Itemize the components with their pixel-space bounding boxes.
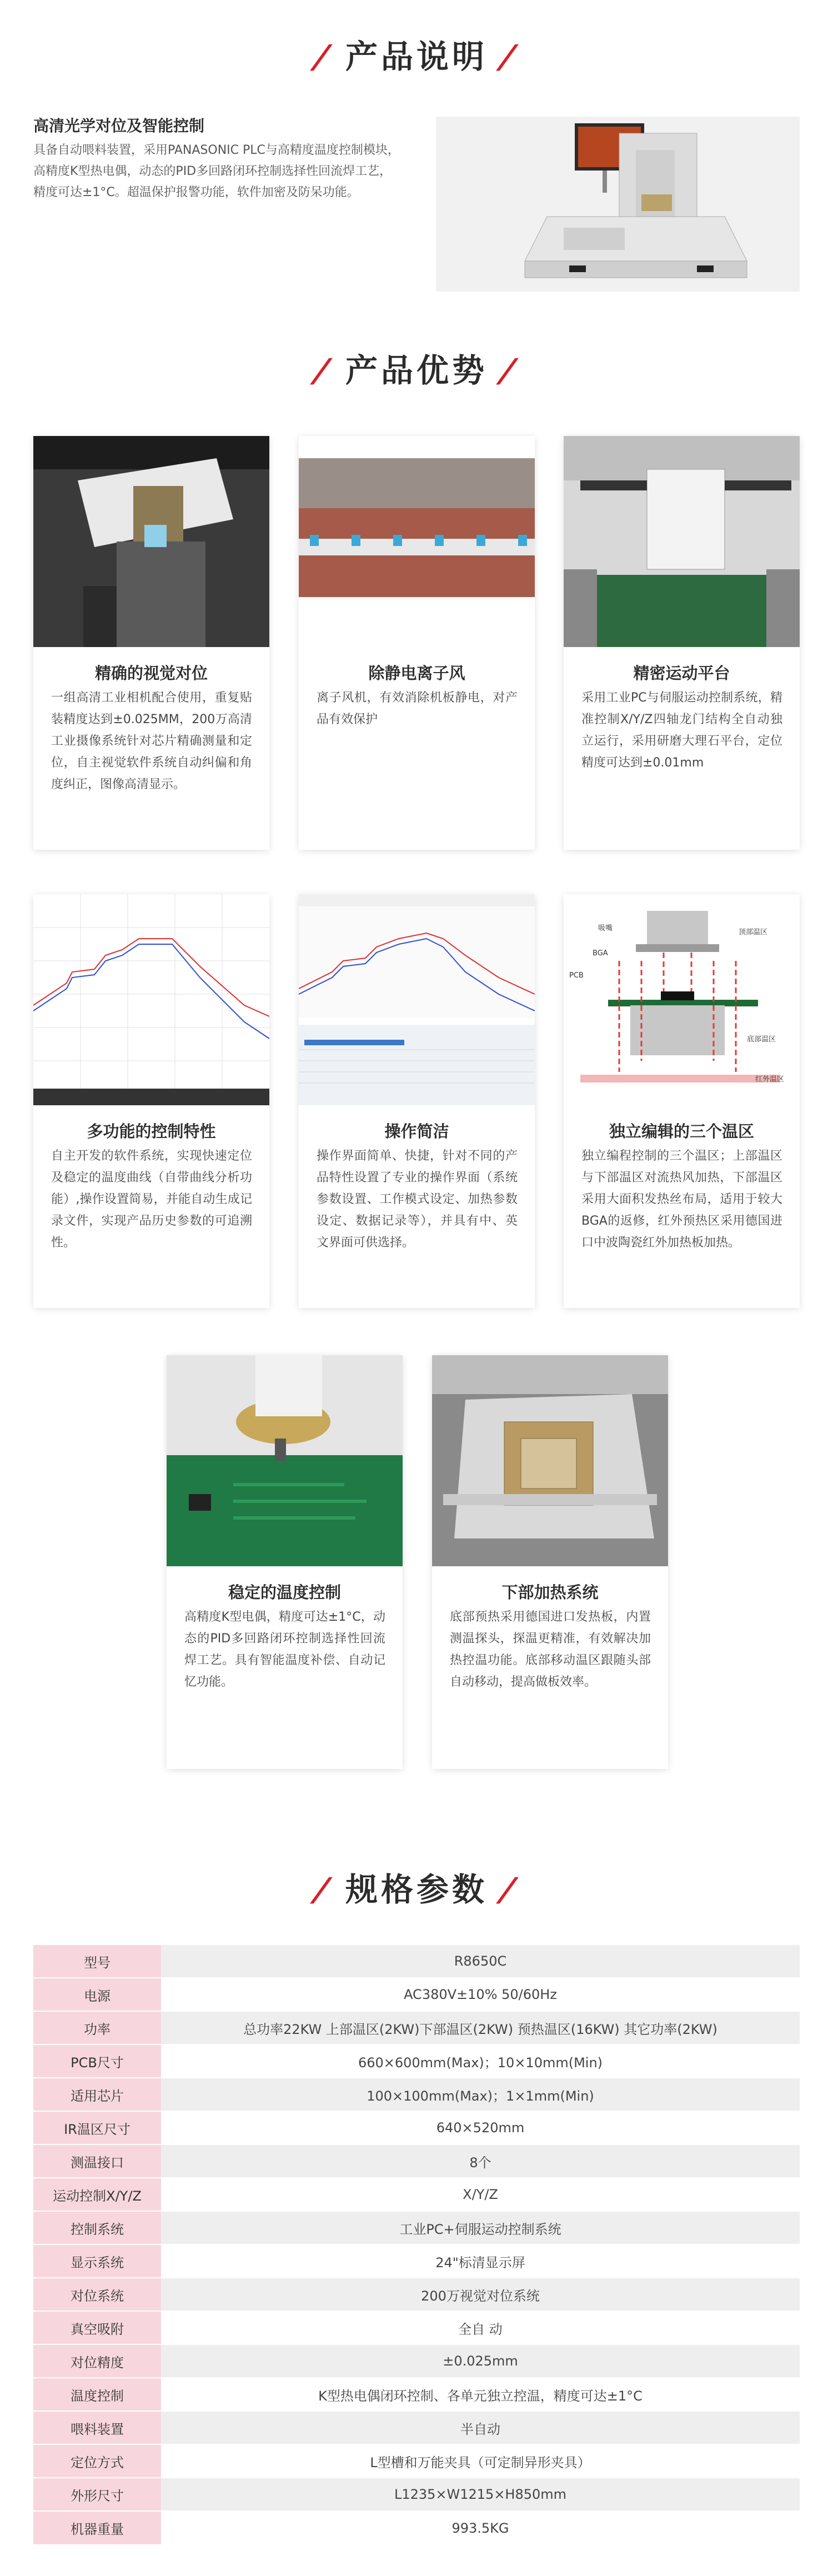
spec-key: PCB尺寸 bbox=[33, 2044, 161, 2078]
spec-row bbox=[33, 2411, 800, 2444]
spec-key: 功率 bbox=[33, 2011, 161, 2044]
spec-key: 控制系统 bbox=[33, 2211, 161, 2244]
feature-title: 稳定的温度控制 bbox=[228, 1583, 341, 1602]
spec-key: 机器重量 bbox=[33, 2511, 161, 2544]
feature-desc: 离子风机，有效消除机板静电，对产品有效保护 bbox=[317, 691, 518, 726]
spec-value: K型热电偶闭环控制、各单元独立控温，精度可达±1°C bbox=[161, 2378, 800, 2411]
diagram-label-top-zone: 顶部温区 bbox=[739, 928, 768, 936]
vision-alignment-image bbox=[33, 436, 269, 647]
spec-row bbox=[33, 2078, 800, 2111]
spec-value: 8个 bbox=[161, 2144, 800, 2178]
feature-title: 精确的视觉对位 bbox=[94, 664, 208, 683]
feature-desc: 独立编程控制的三个温区；上部温区与下部温区对流热风加热，下部温区采用大面积发热丝布局，适用于较大BGA的返修，红外预热区采用德国进口中波陶瓷红外加热板加热。 bbox=[581, 1149, 782, 1250]
spec-value: 100×100mm(Max)；1×1mm(Min) bbox=[161, 2078, 800, 2111]
temperature-curve-image bbox=[33, 894, 269, 1105]
spec-value: L1235×W1215×H850mm bbox=[161, 2478, 800, 2511]
section-title-description: / 产品说明 / bbox=[312, 38, 521, 76]
spec-row bbox=[33, 2011, 800, 2044]
feature-desc: 高精度K型电偶，精度可达±1°C，动态的PID多回路闭环控制选择性回流焊工艺。具有智能温度补偿、自动记忆功能。 bbox=[184, 1610, 385, 1689]
spec-row bbox=[33, 2178, 800, 2211]
feature-desc: 一组高清工业相机配合使用，重复贴装精度达到±0.025MM，200万高清工业摄像系统针对芯片精确测量和定位，自主视觉软件系统自动纠偏和角度纠正，图像高清显示。 bbox=[51, 691, 252, 791]
spec-row bbox=[33, 2278, 800, 2311]
spec-table bbox=[33, 1944, 800, 2544]
intro-text: 具备自动喂料装置，采用PANASONIC PLC与高精度温度控制模块，高精度K型热电偶，动态的PID多回路闭环控制选择性回流焊工艺，精度可达±1°C。超温保护报警功能，软件加密及防呆功能。 bbox=[33, 143, 400, 199]
spec-row bbox=[33, 2344, 800, 2378]
feature-card bbox=[167, 1355, 403, 1769]
spec-row bbox=[33, 2244, 800, 2278]
feature-card bbox=[33, 436, 269, 850]
feature-card bbox=[299, 894, 535, 1308]
intro-heading: 高清光学对位及智能控制 bbox=[33, 117, 205, 135]
feature-card bbox=[564, 436, 800, 850]
spec-value: ±0.025mm bbox=[161, 2344, 800, 2378]
spec-value: 总功率22KW 上部温区(2KW)下部温区(2KW) 预热温区(16KW) 其它功率(2KW) bbox=[161, 2011, 800, 2044]
feature-card bbox=[432, 1355, 668, 1769]
spec-value: 640×520mm bbox=[161, 2111, 800, 2144]
spec-row bbox=[33, 2378, 800, 2411]
feature-title: 除静电离子风 bbox=[368, 664, 465, 683]
spec-row bbox=[33, 2211, 800, 2244]
spec-value: 993.5KG bbox=[161, 2511, 800, 2544]
spec-row bbox=[33, 1978, 800, 2011]
spec-row bbox=[33, 2478, 800, 2511]
spec-row bbox=[33, 2511, 800, 2544]
spec-key: 测温接口 bbox=[33, 2144, 161, 2178]
spec-key: 外形尺寸 bbox=[33, 2478, 161, 2511]
spec-value: R8650C bbox=[161, 1944, 800, 1978]
feature-desc: 采用工业PC与伺服运动控制系统，精准控制X/Y/Z四轴龙门结构全自动独立运行，采用研磨大理石平台，定位精度可达到±0.01mm bbox=[581, 691, 782, 770]
spec-key: 真空吸附 bbox=[33, 2311, 161, 2344]
spec-key: 喂料装置 bbox=[33, 2411, 161, 2444]
feature-card bbox=[564, 894, 800, 1308]
spec-row bbox=[33, 2144, 800, 2178]
spec-value: 660×600mm(Max)；10×10mm(Min) bbox=[161, 2044, 800, 2078]
spec-value: X/Y/Z bbox=[161, 2178, 800, 2211]
spec-key: 适用芯片 bbox=[33, 2078, 161, 2111]
spec-value: L型槽和万能夹具（可定制异形夹具） bbox=[161, 2444, 800, 2478]
diagram-label-bottom-zone: 底部温区 bbox=[747, 1035, 776, 1044]
feature-desc: 自主开发的软件系统，实现快速定位及稳定的温度曲线（自带曲线分析功能）,操作设置简易，并能自动生成记录文件，实现产品历史参数的可追溯性。 bbox=[51, 1149, 252, 1250]
spec-row bbox=[33, 2311, 800, 2344]
machine-image bbox=[436, 117, 800, 292]
spec-value: 200万视觉对位系统 bbox=[161, 2278, 800, 2311]
feature-title: 下部加热系统 bbox=[501, 1583, 599, 1602]
motion-platform-image bbox=[564, 436, 800, 647]
section-title-text: 产品优势 bbox=[345, 352, 488, 389]
section-title-text: 产品说明 bbox=[345, 38, 488, 76]
feature-title: 操作简洁 bbox=[384, 1122, 449, 1141]
spec-value: 全自 动 bbox=[161, 2311, 800, 2344]
feature-title: 多功能的控制特性 bbox=[87, 1122, 216, 1141]
spec-key: IR温区尺寸 bbox=[33, 2111, 161, 2144]
diagram-label-ir-zone: 红外温区 bbox=[755, 1075, 785, 1084]
spec-key: 电源 bbox=[33, 1978, 161, 2011]
spec-row bbox=[33, 2044, 800, 2078]
ionizer-image bbox=[299, 436, 535, 647]
section-title-advantages: / 产品优势 / bbox=[312, 352, 521, 389]
spec-key: 显示系统 bbox=[33, 2244, 161, 2278]
temperature-control-image bbox=[167, 1355, 403, 1566]
spec-key: 定位方式 bbox=[33, 2444, 161, 2478]
feature-desc: 操作界面简单、快捷，针对不同的产品特性设置了专业的操作界面（系统参数设置、工作模式设定、加热参数设定、数据记录等），并具有中、英文界面可供选择。 bbox=[317, 1149, 518, 1250]
spec-key: 对位精度 bbox=[33, 2344, 161, 2378]
section-title-specs: / 规格参数 / bbox=[312, 1871, 521, 1908]
spec-key: 型号 bbox=[33, 1944, 161, 1978]
bottom-heating-image bbox=[432, 1355, 668, 1566]
diagram-label-pcb: PCB bbox=[569, 971, 584, 980]
section-title-text: 规格参数 bbox=[345, 1871, 488, 1908]
spec-value: 半自动 bbox=[161, 2411, 800, 2444]
software-ui-image bbox=[299, 894, 535, 1105]
diagram-label-nozzle: 吸嘴 bbox=[598, 924, 613, 933]
feature-card bbox=[33, 894, 269, 1308]
spec-value: AC380V±10% 50/60Hz bbox=[161, 1978, 800, 2011]
spec-row bbox=[33, 1944, 800, 1978]
feature-title: 独立编辑的三个温区 bbox=[609, 1122, 754, 1141]
spec-value: 工业PC+伺服运动控制系统 bbox=[161, 2211, 800, 2244]
heating-zones-diagram bbox=[564, 894, 800, 1105]
feature-card bbox=[299, 436, 535, 850]
spec-row bbox=[33, 2111, 800, 2144]
spec-key: 运动控制X/Y/Z bbox=[33, 2178, 161, 2211]
spec-value: 24"标清显示屏 bbox=[161, 2244, 800, 2278]
feature-title: 精密运动平台 bbox=[633, 664, 730, 683]
diagram-label-bga: BGA bbox=[593, 949, 608, 958]
spec-row bbox=[33, 2444, 800, 2478]
spec-key: 对位系统 bbox=[33, 2278, 161, 2311]
spec-key: 温度控制 bbox=[33, 2378, 161, 2411]
feature-desc: 底部预热采用德国进口发热板，内置测温探头，探温更精准，有效解决加热控温功能。底部移动温区跟随头部自动移动，提高做板效率。 bbox=[450, 1610, 651, 1689]
